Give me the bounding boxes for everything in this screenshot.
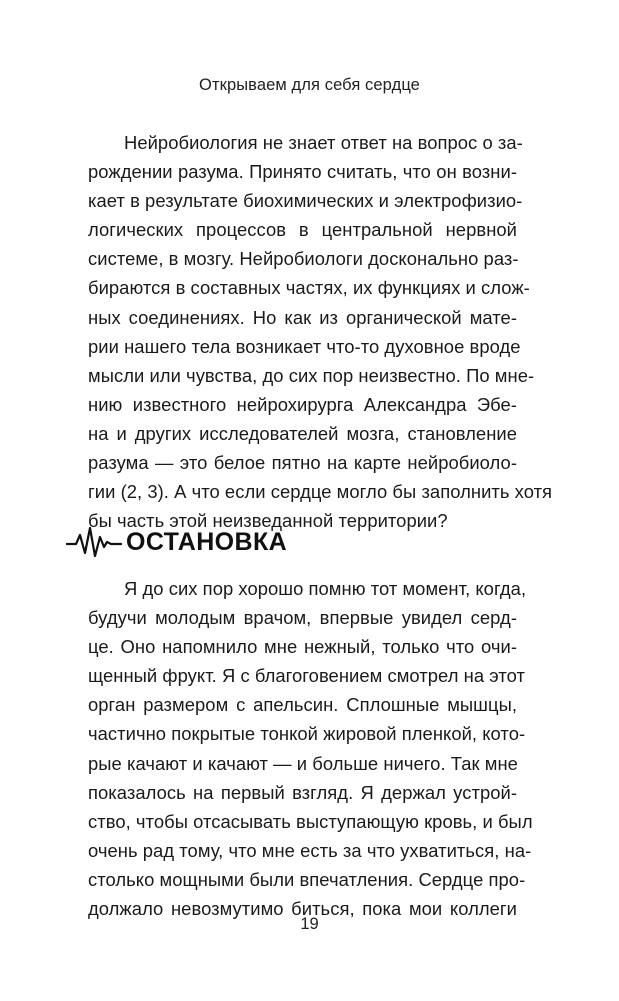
paragraph-line: ство, чтобы отсасывать выступающую кровь, и был: [88, 810, 533, 832]
section-title: ОСТАНОВКА: [126, 527, 288, 556]
paragraph-line: рождении разума. Принято считать, что он возни-: [88, 161, 517, 183]
paragraph-line: показалось на первый взгляд. Я держал устрой-: [88, 781, 517, 803]
paragraph-line: рии нашего тела возникает что-то духовное вроде: [88, 335, 521, 357]
paragraph-line: бираются в составных частях, их функциях и слож-: [88, 277, 530, 299]
paragraph-line: кает в результате биохимических и электрофизио-: [88, 190, 523, 212]
paragraph-line: системе, в мозгу. Нейробиологи досконально раз-: [88, 248, 519, 270]
page-number: 19: [300, 915, 319, 933]
paragraph-line: бы часть этой неизведанной территории?: [88, 510, 448, 532]
paragraph-line: очень рад тому, что мне есть за что ухватиться, на-: [88, 839, 532, 861]
paragraph-line: гии (2, 3). А что если сердце могло бы заполнить хотя: [88, 481, 553, 503]
heartbeat-pulse-icon: [66, 524, 122, 560]
paragraph-line: мысли или чувства, до сих пор неизвестно. По мне-: [88, 364, 535, 386]
paragraph-line: це. Оно напомнило мне нежный, только что очи-: [88, 636, 517, 658]
paragraph-line: орган размером с апельсин. Сплошные мышцы,: [88, 694, 517, 716]
paragraph-line: нию известного нейрохирурга Александра Эбе-: [88, 393, 517, 415]
paragraph-line: ных соединениях. Но как из органической мате-: [88, 306, 517, 328]
paragraph-line: логических процессов в центральной нервной: [88, 219, 517, 241]
paragraph-line: Я до сих пор хорошо помню тот момент, когда,: [124, 578, 527, 599]
paragraph-line: частично покрытые тонкой жировой пленкой, кото-: [88, 723, 526, 745]
section-heading: [66, 520, 287, 564]
paragraph-intro: [88, 128, 553, 535]
paragraph-line: рые качают и качают — и больше ничего. Так мне: [88, 752, 518, 774]
paragraph-stop: [88, 574, 533, 923]
paragraph-line: разума — это белое пятно на карте нейробиоло-: [88, 452, 517, 474]
paragraph-line: будучи молодым врачом, впервые увидел серд-: [88, 607, 517, 629]
paragraph-line: щенный фрукт. Я с благоговением смотрел на этот: [88, 665, 525, 687]
paragraph-line: на и других исследователей мозга, становление: [88, 422, 517, 444]
running-header: Открываем для себя сердце: [199, 76, 420, 94]
paragraph-line: столько мощными были впечатления. Сердце про-: [88, 868, 526, 890]
paragraph-line: должало невозмутимо биться, пока мои коллеги: [88, 898, 517, 920]
paragraph-line: Нейробиология не знает ответ на вопрос о за-: [124, 132, 523, 153]
